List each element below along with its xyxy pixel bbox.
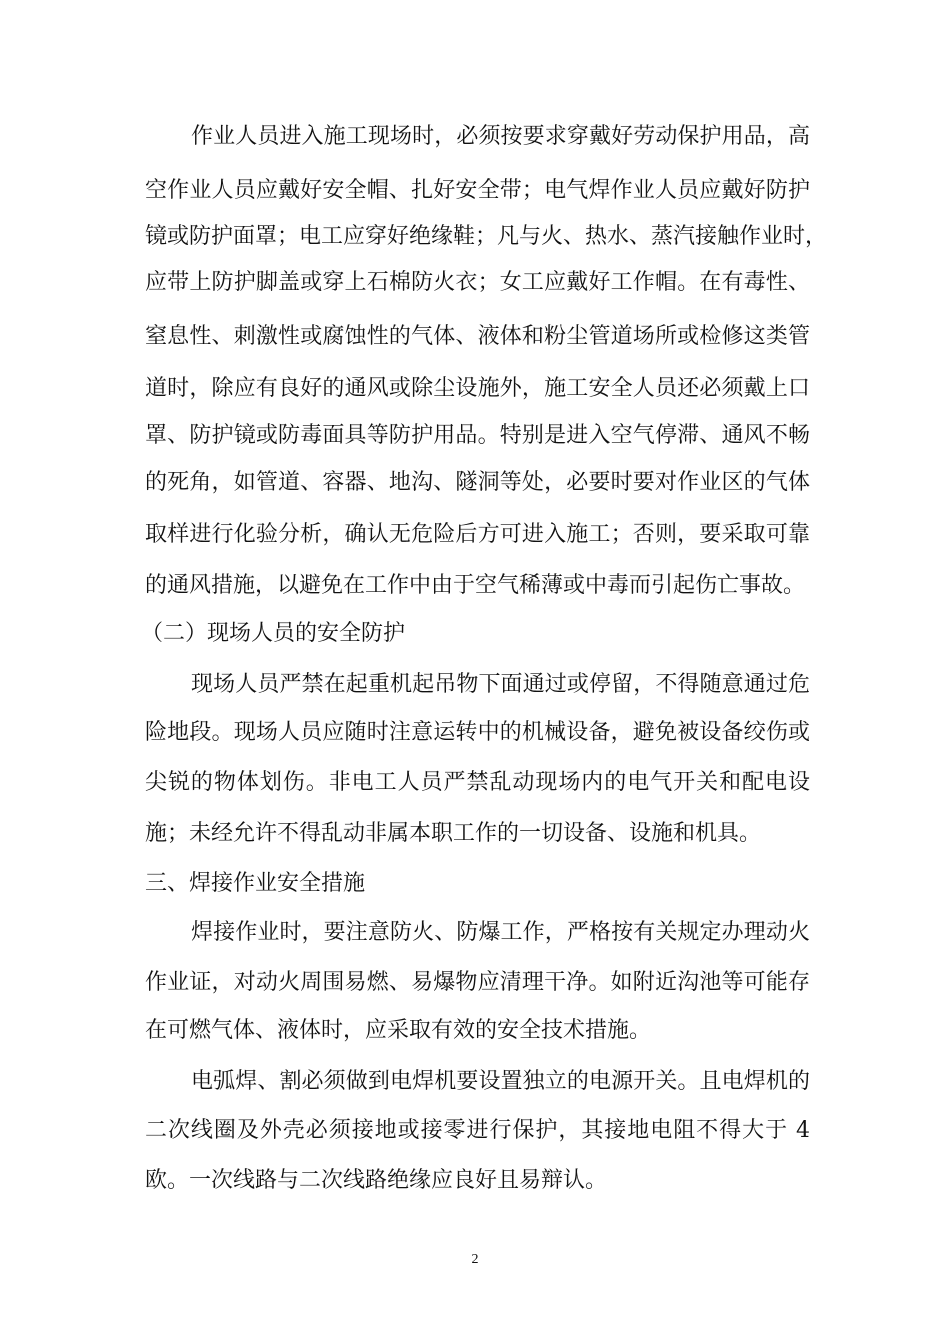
paragraph-line: 作业人员进入施工现场时，必须按要求穿戴好劳动保护用品，高 [191, 124, 810, 149]
paragraph-line: 空作业人员应戴好安全帽、扎好安全带；电气焊作业人员应戴好防护 [145, 178, 810, 203]
paragraph-line: 焊接作业时，要注意防火、防爆工作，严格按有关规定办理动火 [191, 920, 810, 945]
paragraph-line: 二次线圈及外壳必须接地或接零进行保护，其接地电阻不得大于 4 [145, 1118, 810, 1143]
paragraph-line: 电弧焊、割必须做到电焊机要设置独立的电源开关。且电焊机的 [191, 1069, 810, 1094]
paragraph-line: 的死角，如管道、容器、地沟、隧洞等处，必要时要对作业区的气体 [145, 470, 810, 495]
paragraph-line: 现场人员严禁在起重机起吊物下面通过或停留，不得随意通过危 [191, 672, 810, 697]
page-number: 2 [471, 1252, 479, 1267]
paragraph-line: 窒息性、刺激性或腐蚀性的气体、液体和粉尘管道场所或检修这类管 [145, 324, 810, 349]
section-heading: 三、焊接作业安全措施 [145, 871, 366, 896]
paragraph-line: 应带上防护脚盖或穿上石棉防火衣；女工应戴好工作帽。在有毒性、 [145, 270, 810, 295]
paragraph-line: 作业证，对动火周围易燃、易爆物应清理干净。如附近沟池等可能存 [145, 970, 810, 995]
paragraph-line: 施；未经允许不得乱动非属本职工作的一切设备、设施和机具。 [145, 821, 762, 846]
paragraph-line: 罩、防护镜或防毒面具等防护用品。特别是进入空气停滞、通风不畅 [145, 423, 810, 448]
paragraph-line: 险地段。现场人员应随时注意运转中的机械设备，避免被设备绞伤或 [145, 720, 810, 745]
paragraph-line: 的通风措施，以避免在工作中由于空气稀薄或中毒而引起伤亡事故。 [145, 573, 806, 598]
paragraph-line: 道时，除应有良好的通风或除尘设施外，施工安全人员还必须戴上口 [145, 376, 810, 401]
paragraph-line: 在可燃气体、液体时，应采取有效的安全技术措施。 [145, 1018, 652, 1043]
section-heading: （二）现场人员的安全防护 [141, 621, 406, 646]
paragraph-line: 镜或防护面罩；电工应穿好绝缘鞋；凡与火、热水、蒸汽接触作业时， [145, 224, 828, 249]
paragraph-line: 尖锐的物体划伤。非电工人员严禁乱动现场内的电气开关和配电设 [145, 770, 810, 795]
paragraph-line: 欧。一次线路与二次线路绝缘应良好且易辩认。 [145, 1168, 608, 1193]
paragraph-line: 取样进行化验分析，确认无危险后方可进入施工；否则，要采取可靠 [145, 522, 810, 547]
